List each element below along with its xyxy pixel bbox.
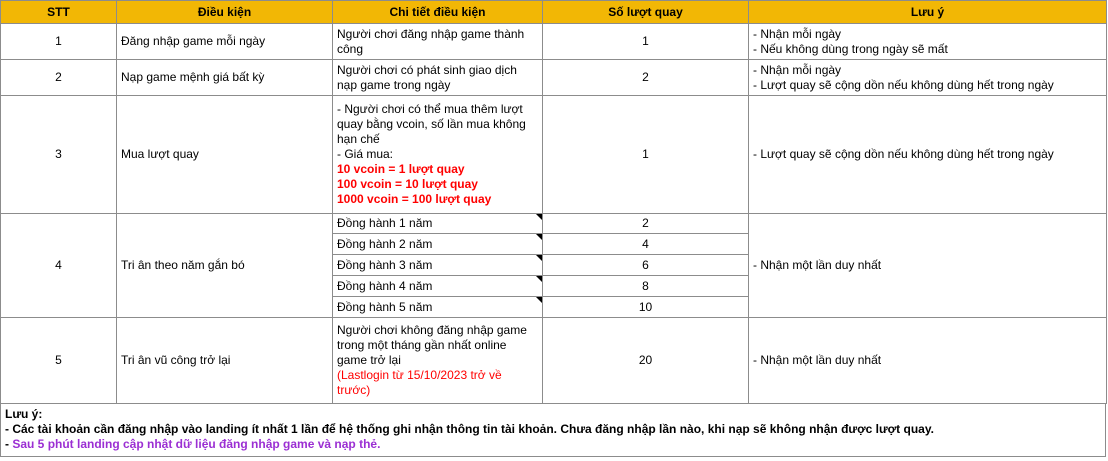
luu-y-line: - Nhận một lần duy nhất xyxy=(753,258,882,272)
tier-label: Đồng hành 1 năm xyxy=(333,214,543,234)
row-so-luot: 20 xyxy=(543,318,749,404)
row-dieu-kien: Tri ân theo năm gắn bó xyxy=(117,214,333,318)
row-stt: 2 xyxy=(1,60,117,96)
header-stt: STT xyxy=(1,1,117,24)
table-row xyxy=(1,24,1107,60)
header-so-luot: Số lượt quay xyxy=(543,1,749,24)
price-line: 1000 vcoin = 100 lượt quay xyxy=(337,192,492,206)
header-luu-y: Lưu ý xyxy=(749,1,1107,24)
luu-y-line: - Nhận mỗi ngày xyxy=(753,26,842,41)
row-luu-y xyxy=(749,214,1107,318)
chi-tiet-price-label: - Giá mua: xyxy=(337,147,394,161)
tier-so-luot: 4 xyxy=(543,234,749,255)
row-dieu-kien: Nạp game mệnh giá bất kỳ xyxy=(117,60,333,96)
tier-label: Đồng hành 3 năm xyxy=(333,255,543,276)
luu-y-line: - Lượt quay sẽ cộng dồn nếu không dùng hết trong ngày xyxy=(753,147,1054,161)
row-stt: 3 xyxy=(1,96,117,214)
tier-so-luot: 8 xyxy=(543,276,749,297)
row-stt: 4 xyxy=(1,214,117,318)
price-line: 10 vcoin = 1 lượt quay xyxy=(337,162,465,176)
row-chi-tiet xyxy=(333,318,543,404)
header-row xyxy=(1,1,1107,24)
price-line: 100 vcoin = 10 lượt quay xyxy=(337,177,478,191)
table-row xyxy=(1,318,1107,404)
notes-line-2-text: Sau 5 phút landing cập nhật dữ liệu đăng nhập game và nạp thẻ. xyxy=(12,437,381,451)
notes-line-2-prefix: - xyxy=(5,437,13,451)
tier-so-luot: 2 xyxy=(543,214,749,234)
notes-line-1: - Các tài khoản cần đăng nhập vào landing ít nhất 1 lần để hệ thống ghi nhận thông tin tài khoản. Chưa đăng nhập lần nào, khi nạp sẽ không nhận được lượt quay. xyxy=(5,422,934,436)
table-row xyxy=(1,96,1107,214)
row-luu-y xyxy=(749,96,1107,214)
row-so-luot: 1 xyxy=(543,24,749,60)
table-row xyxy=(1,60,1107,96)
chi-tiet-intro: - Người chơi có thể mua thêm lượt quay bằng vcoin, số lần mua không hạn chế xyxy=(337,102,526,146)
row-so-luot: 1 xyxy=(543,96,749,214)
notes-title: Lưu ý: xyxy=(5,407,43,421)
header-chi-tiet: Chi tiết điều kiện xyxy=(333,1,543,24)
luu-y-line: - Nếu không dùng trong ngày sẽ mất xyxy=(753,41,948,56)
row-luu-y xyxy=(749,24,1107,60)
row-dieu-kien: Mua lượt quay xyxy=(117,96,333,214)
row-luu-y xyxy=(749,60,1107,96)
tier-label: Đồng hành 4 năm xyxy=(333,276,543,297)
table-row xyxy=(1,214,1107,234)
row-luu-y xyxy=(749,318,1107,404)
tier-label: Đồng hành 5 năm xyxy=(333,297,543,318)
row-stt: 1 xyxy=(1,24,117,60)
row-chi-tiet xyxy=(333,96,543,214)
row-chi-tiet: Người chơi đăng nhập game thành công xyxy=(333,24,543,60)
row-chi-tiet: Người chơi có phát sinh giao dịch nạp game trong ngày xyxy=(333,60,543,96)
luu-y-line: - Lượt quay sẽ cộng dồn nếu không dùng hết trong ngày xyxy=(753,77,1054,92)
row-so-luot: 2 xyxy=(543,60,749,96)
luu-y-line: - Nhận mỗi ngày xyxy=(753,62,842,77)
row-stt: 5 xyxy=(1,318,117,404)
tier-so-luot: 10 xyxy=(543,297,749,318)
luu-y-line: - Nhận một lần duy nhất xyxy=(753,353,882,367)
chi-tiet-lastlogin: (Lastlogin từ 15/10/2023 trở về trước) xyxy=(337,368,502,397)
header-dieu-kien: Điều kiện xyxy=(117,1,333,24)
tier-label: Đồng hành 2 năm xyxy=(333,234,543,255)
row-dieu-kien: Tri ân vũ công trở lại xyxy=(117,318,333,404)
row-dieu-kien: Đăng nhập game mỗi ngày xyxy=(117,24,333,60)
tier-so-luot: 6 xyxy=(543,255,749,276)
notes-box xyxy=(0,404,1106,457)
chi-tiet-text: Người chơi không đăng nhập game trong một tháng gần nhất online game trở lại xyxy=(337,323,527,367)
notes-line-2 xyxy=(5,437,1101,452)
